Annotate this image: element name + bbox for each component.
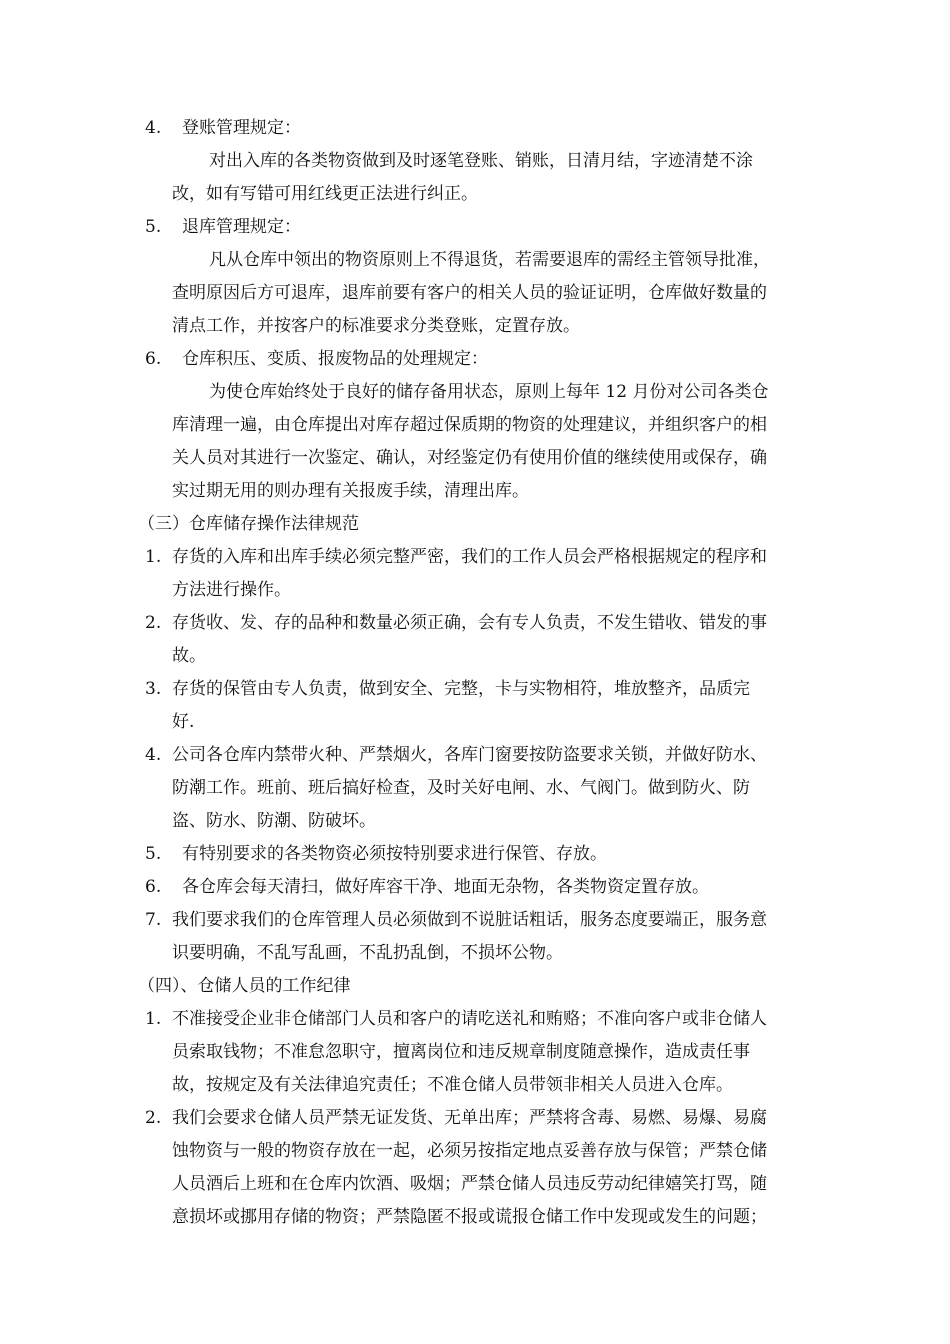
paragraph-line: [0, 244, 950, 277]
rule-title: 仓库积压、变质、报废物品的处理规定：: [182, 349, 488, 369]
document-body: [0, 112, 950, 1234]
paragraph-text: 查明原因后方可退库，退库前要有客户的相关人员的验证证明，仓库做好数量的: [172, 283, 767, 303]
list-number: 2.: [145, 1108, 162, 1128]
paragraph-text: 库清理一遍，由仓库提出对库存超过保质期的物资的处理建议，并组织客户的相: [172, 415, 767, 435]
list-item-line: [0, 772, 950, 805]
list-number: 1.: [145, 1009, 162, 1029]
list-item-line: [0, 739, 950, 772]
rule-heading-row: [0, 112, 950, 145]
paragraph-text: 凡从仓库中领出的物资原则上不得退货，若需要退库的需经主管领导批准，: [209, 250, 770, 270]
rule-title: 退库管理规定：: [182, 217, 301, 237]
list-item-text: 存货收、发、存的品种和数量必须正确，会有专人负责，不发生错收、错发的事: [172, 613, 767, 633]
paragraph-line: [0, 475, 950, 508]
list-item-text: 我们会要求仓储人员严禁无证发货、无单出库；严禁将含毒、易燃、易爆、易腐: [172, 1108, 767, 1128]
list-item-text: 有特别要求的各类物资必须按特别要求进行保管、存放。: [182, 844, 607, 864]
paragraph-text: 改，如有写错可用红线更正法进行纠正。: [172, 184, 478, 204]
list-number: 7.: [145, 910, 162, 930]
list-item-line: [0, 871, 950, 904]
list-number: 6.: [145, 349, 162, 369]
paragraph-line: [0, 310, 950, 343]
list-item-line: [0, 805, 950, 838]
list-item-line: [0, 574, 950, 607]
list-item-line: [0, 1003, 950, 1036]
paragraph-text: 对出入库的各类物资做到及时逐笔登账、销账，日清月结，字迹清楚不涂: [209, 151, 753, 171]
paragraph-text: 清点工作，并按客户的标准要求分类登账，定置存放。: [172, 316, 580, 336]
list-item-line: [0, 640, 950, 673]
list-number: 2.: [145, 613, 162, 633]
list-number: 4.: [145, 118, 162, 138]
list-number: 3.: [145, 679, 162, 699]
list-item-text: 识要明确，不乱写乱画，不乱扔乱倒，不损坏公物。: [172, 943, 563, 963]
list-item-line: [0, 1102, 950, 1135]
paragraph-line: [0, 409, 950, 442]
section-heading: （四）、仓储人员的工作纪律: [138, 976, 351, 996]
list-item-line: [0, 1135, 950, 1168]
list-item-text: 人员酒后上班和在仓库内饮酒、吸烟；严禁仓储人员违反劳动纪律嬉笑打骂，随: [172, 1174, 767, 1194]
paragraph-line: [0, 277, 950, 310]
list-item-text: 存货的保管由专人负责，做到安全、完整，卡与实物相符，堆放整齐，品质完: [172, 679, 750, 699]
list-item-text: 我们要求我们的仓库管理人员必须做到不说脏话粗话，服务态度要端正，服务意: [172, 910, 767, 930]
list-number: 1.: [145, 547, 162, 567]
list-item-line: [0, 673, 950, 706]
list-item-text: 方法进行操作。: [172, 580, 291, 600]
paragraph-line: [0, 376, 950, 409]
list-item-text: 存货的入库和出库手续必须完整严密，我们的工作人员会严格根据规定的程序和: [172, 547, 767, 567]
paragraph-line: [0, 145, 950, 178]
rule-heading-row: [0, 211, 950, 244]
paragraph-line: [0, 442, 950, 475]
rule-heading-row: [0, 343, 950, 376]
list-item-line: [0, 904, 950, 937]
list-item-line: [0, 607, 950, 640]
paragraph-text: 为使仓库始终处于良好的储存备用状态，原则上每年 12 月份对公司各类仓: [209, 382, 769, 402]
list-item-line: [0, 1201, 950, 1234]
list-item-line: [0, 1069, 950, 1102]
list-number: 5.: [145, 217, 162, 237]
list-item-line: [0, 541, 950, 574]
paragraph-text: 关人员对其进行一次鉴定、确认，对经鉴定仍有使用价值的继续使用或保存，确: [172, 448, 767, 468]
paragraph-line: [0, 178, 950, 211]
list-item-text: 盗、防水、防潮、防破坏。: [172, 811, 376, 831]
list-item-line: [0, 706, 950, 739]
list-number: 5.: [145, 844, 162, 864]
list-item-text: 各仓库会每天清扫，做好库容干净、地面无杂物，各类物资定置存放。: [182, 877, 709, 897]
section-heading: （三）仓库储存操作法律规范: [138, 514, 359, 534]
list-item-text: 蚀物资与一般的物资存放在一起，必须另按指定地点妥善存放与保管；严禁仓储: [172, 1141, 767, 1161]
rule-title: 登账管理规定：: [182, 118, 301, 138]
list-item-line: [0, 1168, 950, 1201]
list-item-text: 公司各仓库内禁带火种、严禁烟火，各库门窗要按防盗要求关锁，并做好防水、: [172, 745, 767, 765]
list-item-text: 故，按规定及有关法律追究责任；不准仓储人员带领非相关人员进入仓库。: [172, 1075, 733, 1095]
list-item-text: 意损坏或挪用存储的物资；严禁隐匿不报或谎报仓储工作中发现或发生的问题；: [172, 1207, 767, 1227]
list-item-line: [0, 937, 950, 970]
list-number: 6.: [145, 877, 162, 897]
list-item-line: [0, 838, 950, 871]
list-item-line: [0, 1036, 950, 1069]
section-heading-row: [0, 970, 950, 1003]
list-item-text: 不准接受企业非仓储部门人员和客户的请吃送礼和贿赂；不准向客户或非仓储人: [172, 1009, 767, 1029]
section-heading-row: [0, 508, 950, 541]
list-item-text: 员索取钱物；不准怠忽职守，擅离岗位和违反规章制度随意操作，造成责任事: [172, 1042, 750, 1062]
list-number: 4.: [145, 745, 162, 765]
list-item-text: 防潮工作。班前、班后搞好检查，及时关好电闸、水、气阀门。做到防火、防: [172, 778, 750, 798]
list-item-text: 好.: [172, 712, 195, 732]
list-item-text: 故。: [172, 646, 206, 666]
paragraph-text: 实过期无用的则办理有关报废手续，清理出库。: [172, 481, 529, 501]
